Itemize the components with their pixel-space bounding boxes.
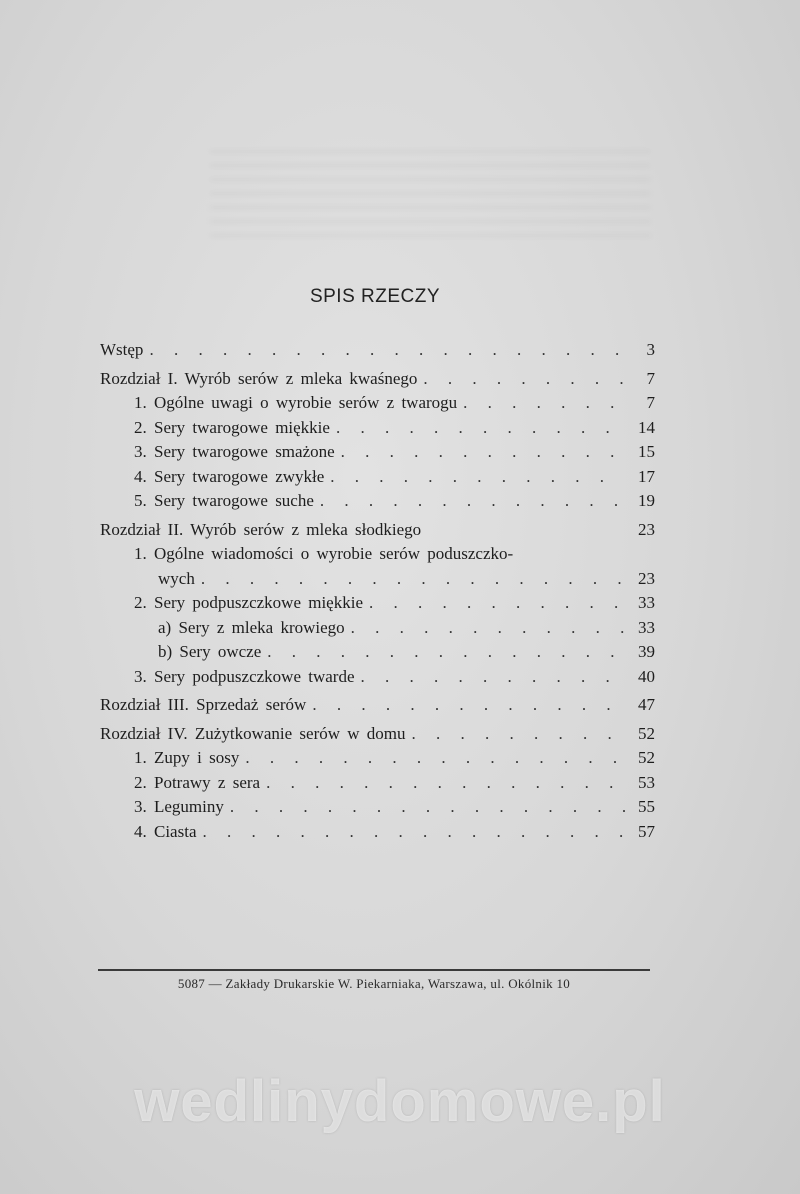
dot-leader (320, 489, 625, 514)
toc-entry-label: 2. Sery podpuszczkowe miękkie (134, 593, 363, 612)
toc-entry-label: Rozdział II. Wyrób serów z mleka słodkiego (100, 519, 422, 539)
toc-entry-section (100, 489, 655, 514)
dot-leader (369, 591, 625, 616)
toc-entry-label: 3. Sery podpuszczkowe twarde (134, 666, 355, 686)
toc-entry-page: 33 (638, 593, 655, 612)
toc-entry-section (100, 795, 655, 820)
toc-entry-label: 3. Leguminy (134, 797, 224, 816)
toc-entry-label: 1. Zupy i sosy (134, 748, 240, 767)
toc-title: SPIS RZECZY (309, 286, 441, 307)
toc-entry-label: a) Sery z mleka krowiego (158, 617, 345, 637)
dot-leader (230, 795, 625, 820)
toc-entry-label: 1. Ogólne uwagi o wyrobie serów z twarogu (134, 393, 458, 412)
printer-imprint: 5087 — Zakłady Drukarskie W. Piekarniaka, Warszawa, ul. Okólnik 10 (177, 976, 571, 991)
toc-entry-section (100, 746, 655, 771)
toc-entry-label: Rozdział IV. Zużytkowanie serów w domu (100, 723, 406, 743)
toc-entry-page: 7 (646, 393, 655, 412)
site-watermark: wedlinydomowe.pl (134, 1069, 666, 1134)
toc-entry-section (100, 542, 655, 567)
dot-leader (149, 338, 625, 363)
toc-entry-label: b) Sery owcze (158, 642, 262, 661)
toc-entry-label: Wstęp (100, 340, 144, 359)
toc-entry-section-continued (100, 567, 655, 592)
toc-entry-section (100, 591, 655, 616)
dot-leader (203, 820, 626, 845)
dot-leader (463, 391, 625, 416)
dot-leader (351, 616, 625, 641)
dot-leader (330, 465, 625, 490)
toc-entry-page: 52 (638, 748, 655, 767)
toc-entry-page: 23 (638, 568, 655, 588)
toc-entry-label: 5. Sery twarogowe suche (134, 491, 314, 510)
toc-entry-page: 47 (638, 695, 655, 714)
dot-leader (412, 722, 625, 747)
toc-entry-page: 57 (638, 821, 655, 841)
bleed-through-shadow (210, 150, 650, 240)
toc-entry-section (100, 440, 655, 465)
toc-entry-page: 3 (646, 340, 655, 359)
toc-entry-section (100, 665, 655, 690)
toc-entry-label: wych (158, 568, 195, 588)
toc-entry-page: 7 (646, 368, 655, 388)
toc-entry-wstep (100, 338, 655, 363)
toc-entry-section (100, 771, 655, 796)
toc-entry-label: Rozdział III. Sprzedaż serów (100, 695, 307, 714)
dot-leader (267, 640, 625, 665)
dot-leader (266, 771, 625, 796)
toc-entry-label: Rozdział I. Wyrób serów z mleka kwaśnego (100, 368, 418, 388)
toc-entry-page: 33 (638, 617, 655, 637)
toc-entry-label: 4. Ciasta (134, 821, 197, 841)
toc-entry-subsection (100, 616, 655, 641)
toc-entry-page: 14 (638, 417, 655, 437)
toc-entry-page: 17 (638, 466, 655, 486)
dot-leader (312, 693, 625, 718)
toc-entry-section (100, 820, 655, 845)
toc-entry-page: 15 (638, 442, 655, 461)
toc-entry-page: 23 (638, 519, 655, 539)
toc-entry-chapter-1 (100, 367, 655, 392)
toc-entry-page: 53 (638, 772, 655, 792)
toc-entry-label: 2. Potrawy z sera (134, 772, 261, 792)
toc-entry-section (100, 465, 655, 490)
toc-entry-label: 2. Sery twarogowe miękkie (134, 417, 330, 437)
dot-leader (336, 416, 625, 441)
toc-entry-page: 52 (638, 723, 655, 743)
dot-leader (201, 567, 625, 592)
dot-leader (361, 665, 626, 690)
toc-entry-section (100, 416, 655, 441)
toc-entry-label: 4. Sery twarogowe zwykłe (134, 466, 325, 486)
toc-entry-subsection (100, 640, 655, 665)
dot-leader (423, 367, 625, 392)
footer-rule (98, 969, 650, 971)
toc-entry-chapter-2 (100, 518, 655, 543)
dot-leader (341, 440, 625, 465)
toc-entry-page: 39 (638, 642, 655, 661)
dot-leader (245, 746, 625, 771)
toc-entry-page: 40 (638, 666, 655, 686)
toc-entry-page: 55 (638, 797, 655, 816)
toc-entry-chapter-3 (100, 693, 655, 718)
table-of-contents (100, 338, 655, 844)
toc-entry-section (100, 391, 655, 416)
toc-entry-page: 19 (638, 491, 655, 510)
toc-entry-label: 1. Ogólne wiadomości o wyrobie serów poduszczko- (134, 544, 514, 563)
toc-entry-chapter-4 (100, 722, 655, 747)
toc-entry-label: 3. Sery twarogowe smażone (134, 442, 335, 461)
